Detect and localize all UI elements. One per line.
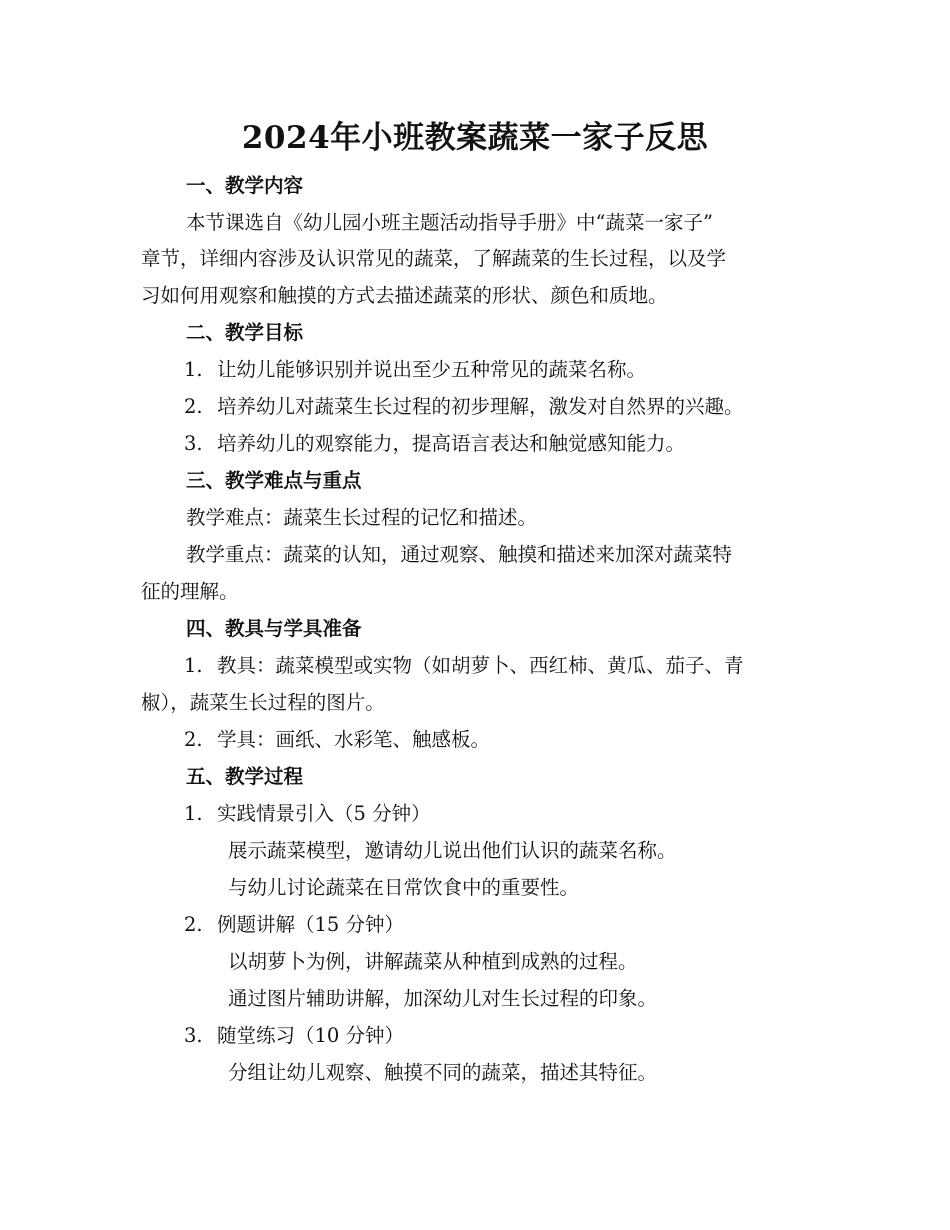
step-text: 随堂练习（10 分钟） <box>217 1024 405 1047</box>
step-detail: 通过图片辅助讲解，加深幼儿对生长过程的印象。 <box>228 987 658 1010</box>
step-text: 实践情景引入（5 分钟） <box>217 802 431 825</box>
document-title: 2024年小班教案蔬菜一家子反思 <box>241 120 709 156</box>
paragraph-line: 习如何用观察和触摸的方式去描述蔬菜的形状、颜色和质地。 <box>141 284 668 307</box>
step-number: 1. <box>184 802 203 825</box>
list-item-continuation: 椒），蔬菜生长过程的图片。 <box>141 691 385 714</box>
paragraph-line: 教学难点：蔬菜生长过程的记忆和描述。 <box>186 506 538 529</box>
list-item <box>184 727 490 753</box>
list-item <box>184 394 744 420</box>
step-item <box>184 912 404 938</box>
step-number: 2. <box>184 913 203 936</box>
step-text: 例题讲解（15 分钟） <box>217 913 405 936</box>
section-heading-process: 五、教学过程 <box>186 765 304 788</box>
step-number: 3. <box>184 1024 203 1047</box>
step-item <box>184 801 431 827</box>
item-number: 3. <box>184 432 203 455</box>
step-detail: 分组让幼儿观察、触摸不同的蔬菜，描述其特征。 <box>228 1061 658 1084</box>
paragraph-line: 征的理解。 <box>141 580 239 603</box>
item-text: 培养幼儿的观察能力，提高语言表达和触觉感知能力。 <box>217 432 686 455</box>
item-text: 教具：蔬菜模型或实物（如胡萝卜、西红柿、黄瓜、茄子、青 <box>217 654 744 677</box>
item-number: 2. <box>184 395 203 418</box>
section-heading-goals: 二、教学目标 <box>186 321 304 344</box>
item-number: 1. <box>184 654 203 677</box>
list-item <box>184 431 685 457</box>
step-detail: 与幼儿讨论蔬菜在日常饮食中的重要性。 <box>228 876 580 899</box>
step-detail: 展示蔬菜模型，邀请幼儿说出他们认识的蔬菜名称。 <box>228 839 677 862</box>
list-item <box>184 357 646 383</box>
section-heading-materials: 四、教具与学具准备 <box>186 617 362 640</box>
item-text: 让幼儿能够识别并说出至少五种常见的蔬菜名称。 <box>217 358 647 381</box>
item-number: 1. <box>184 358 203 381</box>
step-detail: 以胡萝卜为例，讲解蔬菜从种植到成熟的过程。 <box>228 950 638 973</box>
list-item <box>184 653 744 679</box>
paragraph-line: 章节，详细内容涉及认识常见的蔬菜，了解蔬菜的生长过程，以及学 <box>141 247 727 270</box>
section-heading-content: 一、教学内容 <box>186 174 304 197</box>
step-item <box>184 1023 404 1049</box>
item-text: 培养幼儿对蔬菜生长过程的初步理解，激发对自然界的兴趣。 <box>217 395 744 418</box>
paragraph-line: 本节课选自《幼儿园小班主题活动指导手册》中“蔬菜一家子” <box>186 211 713 234</box>
item-number: 2. <box>184 728 203 751</box>
item-text: 学具：画纸、水彩笔、触感板。 <box>217 728 491 751</box>
paragraph-line: 教学重点：蔬菜的认知，通过观察、触摸和描述来加深对蔬菜特 <box>186 543 733 566</box>
section-heading-key-points: 三、教学难点与重点 <box>186 469 362 492</box>
